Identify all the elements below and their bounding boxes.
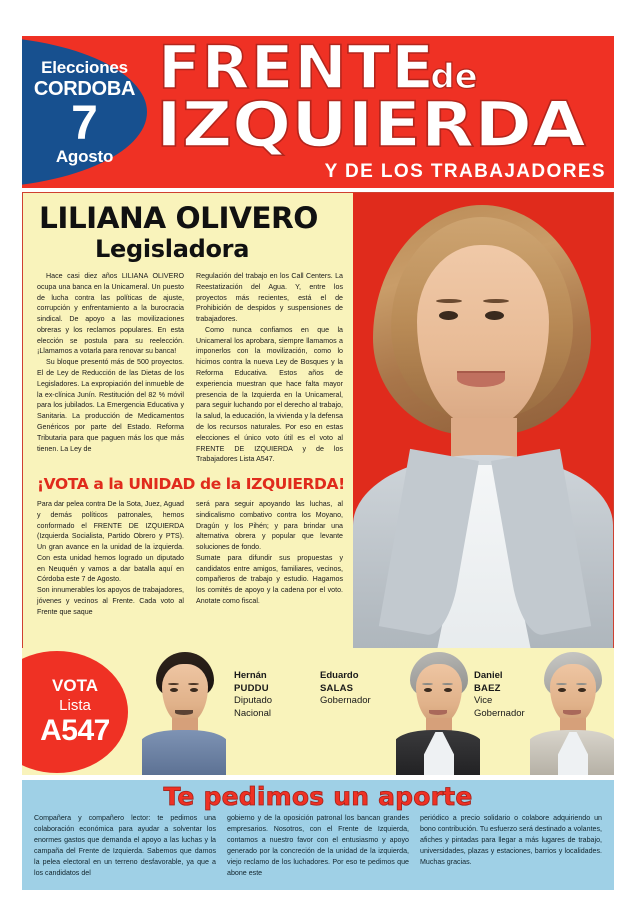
candidate-card [474, 648, 614, 775]
donation-column-1 [34, 813, 216, 879]
paragraph: Hace casi diez años LILIANA OLIVERO ocupa una banca en la Unicameral. Un puesto de lucha contra las políticas de ajuste, corrupción y enfrentamiento a la burocracia sindical. De apoyo a las movilizaciones obreras y los reclamos populares. En esta elección se postula para su reelección. ¡Llamamos a votarla para renovar su banca! [37, 272, 184, 356]
intro-column-right [196, 271, 343, 465]
donation-column-3 [420, 813, 602, 868]
candidate-eye-right [190, 688, 198, 692]
lista-code: A547 [40, 714, 110, 748]
paragraph: Son innumerables los apoyos de trabajadores, jóvenes y vecinos al Frente. Cada voto al Frente que saque [37, 586, 184, 616]
candidate-photo-puddu [142, 648, 226, 775]
masthead-wordmark [150, 36, 610, 188]
candidate-eye-right [444, 688, 452, 692]
paragraph: gobierno y de la oposición patronal los bancan grandes empresarios. Nosotros, con el Frente de Izquierda, contamos a nuestro favor con el entusiasmo y apoyo generado por la concreción de la unidad de la izquierda, viejo reclamo de los luchadores. Por eso te pedimos que abone este [227, 814, 409, 877]
portrait-eye-right [485, 311, 504, 320]
candidate-torso [142, 730, 226, 775]
candidates-strip [22, 648, 614, 775]
candidate-mouth [563, 710, 581, 715]
candidate-eyebrow-right [576, 683, 587, 685]
body-column-right [196, 499, 343, 607]
donation-column-2 [227, 813, 409, 879]
candidate-eye-right [578, 688, 586, 692]
election-day-number: 7 [71, 96, 98, 150]
portrait-eyebrow-left [436, 299, 462, 303]
candidate-eye-left [558, 688, 566, 692]
masthead [22, 36, 614, 188]
donation-appeal-columns [34, 813, 602, 879]
candidate-photo-salas [396, 648, 480, 775]
candidate-role-line-1: Diputado [234, 695, 273, 707]
wordmark-frente: FRENTE [158, 36, 435, 103]
candidate-photo-baez [530, 648, 614, 775]
candidate-name-block [234, 670, 272, 721]
portrait-mouth [457, 371, 505, 387]
candidate-mouth [175, 710, 193, 715]
candidate-eye-left [424, 688, 432, 692]
vote-call-to-action-banner: ¡VOTA a la UNIDAD de la IZQUIERDA! [37, 475, 345, 493]
paragraph: Sumate para difundir sus propuestas y candidatos entre amigos, familiares, vecinos, compañeros de trabajo y estudio. Hagamos los comités de apoyo y la cadena por el voto. Anotate como fiscal. [196, 553, 343, 606]
candidate-last-name: BAEZ [474, 682, 501, 694]
article-intro-columns [37, 271, 343, 465]
paragraph: Compañera y compañero lector: te pedimos una colaboración económica para ayudar a solventar los enormes gastos que demanda el apoyo a las luchas y la campaña del Frente de Izquierda. Sabemos que damos la pelea electoral en un terreno desfavorable, ya que a los candidatos del [34, 814, 216, 877]
paragraph: periódico a precio solidario o colabore adquiriendo un bono contribución. Tu esfuerzo será destinado a volantes, afiches y pintadas para llegar a más lugares de trabajo, universidades, plazas y estaciones, barrios y localidades. Muchas gracias. [420, 814, 602, 866]
vota-lista-badge [22, 651, 128, 773]
lista-label: Lista [59, 697, 91, 715]
page-title: LILIANA OLIVERO [39, 201, 318, 235]
candidate-first-name: Hernán [234, 670, 267, 681]
donation-appeal-section [22, 780, 614, 890]
candidate-face [162, 664, 208, 724]
candidate-role-line-1: Gobernador [320, 695, 371, 707]
candidate-eye-left [170, 688, 178, 692]
candidate-eyebrow-left [422, 683, 433, 685]
wordmark-izquierda: IZQUIERDA [156, 88, 586, 161]
candidate-name-block [320, 670, 371, 708]
candidate-first-name: Eduardo [320, 670, 359, 681]
paragraph: será para seguir apoyando las luchas, al sindicalismo combativo contra los Moyano, Dragún y los Pihén; y para brindar una alternativa obrera y popular que levante soluciones de fondo. [196, 500, 343, 552]
paragraph: Como nunca confiamos en que la Unicameral los aprobara, siempre llamamos a imponerlos con la movilización, como lo hicimos contra la nueva Ley de Bosques y la Reforma Educativa. Estos años de experiencia muestran que hace falta mayor presencia de la Izquierda en la Unicameral, para seguir luchando por el derecho al trabajo, la salud, la educación, la vivienda y la defensa de los recursos naturales. Por eso en estas elecciones el único voto útil es el voto al FRENTE DE IZQUIERDA y de los Trabajadores Lista A547. [196, 325, 343, 464]
body-column-left [37, 499, 184, 618]
candidate-role-line-1: Vice [474, 695, 493, 707]
candidate-last-name: SALAS [320, 682, 354, 694]
candidate-role-line-2: Gobernador [474, 707, 525, 719]
candidate-name-block [474, 670, 525, 721]
candidate-eyebrow-right [442, 683, 453, 685]
province-label: CORDOBA [33, 77, 136, 100]
candidate-face [416, 664, 462, 724]
candidate-role-line-2: Nacional [234, 707, 271, 719]
candidate-face [550, 664, 596, 724]
candidate-first-name: Daniel [474, 670, 503, 681]
elecciones-label: Elecciones [41, 57, 128, 77]
candidate-eyebrow-right [188, 683, 199, 685]
candidate-card [320, 648, 500, 775]
portrait-eyebrow-right [483, 299, 509, 303]
candidate-last-name: PUDDU [234, 682, 269, 694]
wordmark-de: de [430, 57, 478, 97]
candidate-role-subtitle: Legisladora [95, 235, 250, 263]
candidate-card [142, 648, 322, 775]
paragraph: Regulación del trabajo en los Call Centers. La Reestatización del Agua. Y, entre los proyectos más recientes, está el de Prohibición de despidos y suspensiones de trabajadores. [196, 272, 343, 324]
intro-column-left [37, 271, 184, 454]
article-body-columns [37, 499, 343, 618]
candidate-eyebrow-left [556, 683, 567, 685]
donation-appeal-title: Te pedimos un aporte [163, 782, 473, 811]
candidate-mouth [429, 710, 447, 715]
vota-label: VOTA [52, 676, 98, 696]
paragraph: Para dar pelea contra De la Sota, Juez, Aguad y demás políticos patronales, hemos conformado el FRENTE DE IZQUIERDA (Izquierda Socialista, Partido Obrero y PTS). Un gran avance en la unidad de la izquierda. Con esta unidad hemos logrado un diputado en Neuquén y vamos a dar batalla aquí en Córdoba este 7 de Agosto. [37, 500, 184, 584]
election-date-badge [22, 36, 147, 188]
wordmark-subtitle: Y DE LOS TRABAJADORES [324, 161, 606, 182]
candidate-eyebrow-left [168, 683, 179, 685]
paragraph: Su bloque presentó más de 500 proyectos. El de Ley de Reducción de las Dietas de los Legisladores. La expropiación del inmueble de la ex-clínica Junín. Restitución del 82 % móvil para los jubilados. La Emergencia Educativa y Sanitaria. La producción de Medicamentos Genéricos por parte del Estado. Reforma Tributaria para que paguen más los que más tienen. La Ley de [37, 358, 184, 453]
portrait-eye-left [439, 311, 458, 320]
election-month: Agosto [55, 147, 114, 167]
